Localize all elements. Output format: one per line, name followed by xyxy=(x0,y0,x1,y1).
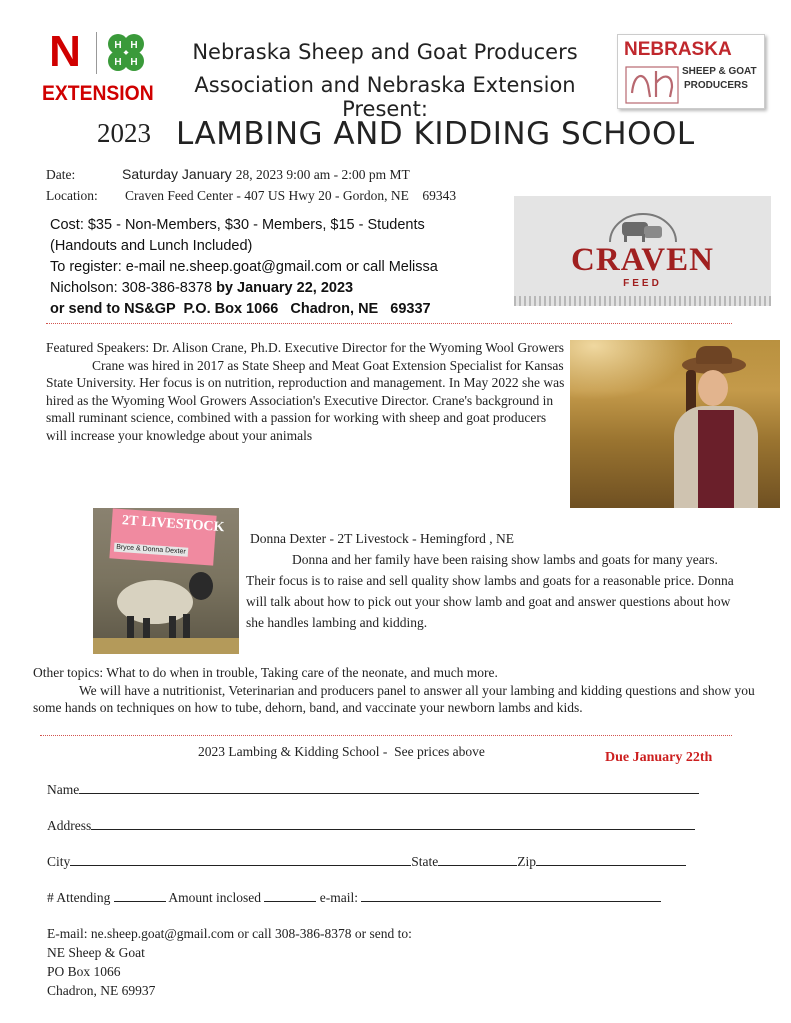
amount-field[interactable] xyxy=(264,888,316,902)
straw-floor xyxy=(93,638,239,654)
speaker1-photo xyxy=(570,340,780,508)
zip-label: Zip xyxy=(517,854,537,869)
nebraska-sheep-goat-logo xyxy=(617,34,765,109)
header-title-line1: Nebraska Sheep and Goat Producers xyxy=(192,40,578,64)
register-line: To register: e-mail ne.sheep.goat@gmail.com or call Melissa xyxy=(50,259,438,275)
due-date: Due January 22th xyxy=(605,750,713,765)
name-field[interactable] xyxy=(79,780,699,794)
svg-text:H: H xyxy=(130,57,138,68)
form-heading: 2023 Lambing & Kidding School - See prices above xyxy=(198,744,485,759)
date-label: Date: xyxy=(46,167,76,182)
craven-name: CRAVEN xyxy=(571,242,714,278)
city-row xyxy=(47,852,707,870)
register-phone: Nicholson: 308-386-8378 xyxy=(50,280,217,296)
other-topics-line: Other topics: What to do when in trouble, Taking care of the neonate, and much more. xyxy=(33,665,498,680)
footer-line4: Chadron, NE 69937 xyxy=(47,983,156,998)
extension-wordmark: EXTENSION xyxy=(42,82,154,105)
mail-address-line: or send to NS&GP P.O. Box 1066 Chadron, NE 69337 xyxy=(50,301,431,317)
location-value: Craven Feed Center - 407 US Hwy 20 - Gordon, NE 69343 xyxy=(125,188,457,203)
city-field[interactable] xyxy=(70,852,411,866)
sheep-goat-brand-icon xyxy=(624,63,680,105)
other-topics xyxy=(33,664,763,717)
logo-divider xyxy=(96,32,97,74)
event-title: LAMBING AND KIDDING SCHOOL xyxy=(176,116,695,152)
attending-field[interactable] xyxy=(114,888,166,902)
nebraska-n-icon: N xyxy=(49,27,81,76)
hat-crown xyxy=(696,346,732,364)
state-label: State xyxy=(411,854,439,869)
email-label: e-mail: xyxy=(319,890,358,905)
city-label: City xyxy=(47,854,71,869)
register-deadline: by January 22, 2023 xyxy=(216,280,354,296)
cost-line: Cost: $35 - Non-Members, $30 - Members, $15 - Students xyxy=(50,217,425,233)
event-year: 2023 xyxy=(97,118,151,148)
address-label: Address xyxy=(47,818,92,833)
nebraska-extension-logo xyxy=(42,27,154,110)
amount-label: Amount inclosed xyxy=(168,890,262,905)
cost-includes: (Handouts and Lunch Included) xyxy=(50,238,253,254)
footer-line3: PO Box 1066 xyxy=(47,964,121,979)
date-value-time: 28, 2023 9:00 am - 2:00 pm MT xyxy=(235,167,410,182)
shirt xyxy=(698,410,734,508)
email-field[interactable] xyxy=(361,888,661,902)
form-divider xyxy=(40,735,732,736)
name-row xyxy=(47,780,707,798)
four-h-clover-icon xyxy=(104,32,148,74)
svg-text:H: H xyxy=(114,57,122,68)
name-label: Name xyxy=(47,782,80,797)
footer-line1: E-mail: ne.sheep.goat@gmail.com or call 308-386-8378 or send to: xyxy=(47,926,412,941)
speaker1-text xyxy=(46,339,566,444)
speaker1-intro: Featured Speakers: Dr. Alison Crane, Ph.D. Executive Director for the Wyoming Wool Growers xyxy=(46,340,564,355)
logo-line1: SHEEP & GOAT xyxy=(682,66,757,77)
sun-glow xyxy=(570,340,690,400)
svg-text:H: H xyxy=(130,40,138,51)
speaker2-name: Donna Dexter - 2T Livestock - Hemingford , NE xyxy=(250,531,515,546)
logo-title: NEBRASKA xyxy=(624,39,732,60)
attending-label: # Attending xyxy=(47,890,111,905)
logo-line2: PRODUCERS xyxy=(684,80,748,91)
craven-feed-logo xyxy=(514,196,771,306)
speaker2-bio: Donna and her family have been raising show lambs and goats for many years. Their focus is to raise and sell quality show lambs and goats for a reasonable price. Donna will talk about how to pick out your show lamb and goat and answer questions about how she handles lambing and kidding. xyxy=(246,552,734,630)
grass-decoration xyxy=(514,296,771,306)
svg-text:H: H xyxy=(114,40,122,51)
face xyxy=(698,370,728,406)
footer-contact xyxy=(47,924,647,1000)
other-topics-para: We will have a nutritionist, Veterinarian and producers panel to answer all your lambing and kidding questions and show you some hands on techniques on how to tube, dehorn, band, and vaccinate your newborn lambs and kids. xyxy=(33,682,755,715)
cost-block xyxy=(50,215,510,320)
footer-line2: NE Sheep & Goat xyxy=(47,945,145,960)
register-phone-line xyxy=(50,278,510,299)
date-value xyxy=(122,166,410,184)
banner-sub: Bryce & Donna Dexter xyxy=(114,543,188,557)
craven-sub: FEED xyxy=(623,278,662,289)
date-value-day: Saturday January xyxy=(122,166,232,182)
attending-row xyxy=(47,888,707,906)
speaker2-photo xyxy=(93,508,239,654)
section-divider xyxy=(46,323,732,324)
header-title-line2: Association and Nebraska Extension Present: xyxy=(194,73,576,121)
zip-field[interactable] xyxy=(536,852,686,866)
speaker2-text xyxy=(246,528,746,633)
banner-title: 2T LIVESTOCK xyxy=(121,513,225,536)
state-field[interactable] xyxy=(438,852,517,866)
address-row xyxy=(47,816,707,834)
location-label: Location: xyxy=(46,188,98,203)
speaker1-bio: Crane was hired in 2017 as State Sheep and Meat Goat Extension Specialist for Kansas State University. Her focus is on nutrition, reproduction and management. In May 2022 she was hired as the Wyoming Wool Growers Association's Executive Director. Crane's background in small ruminant science, combined with a passion for working with sheep and goat producers will increase your knowledge about your animals xyxy=(46,357,565,443)
address-field[interactable] xyxy=(91,816,695,830)
